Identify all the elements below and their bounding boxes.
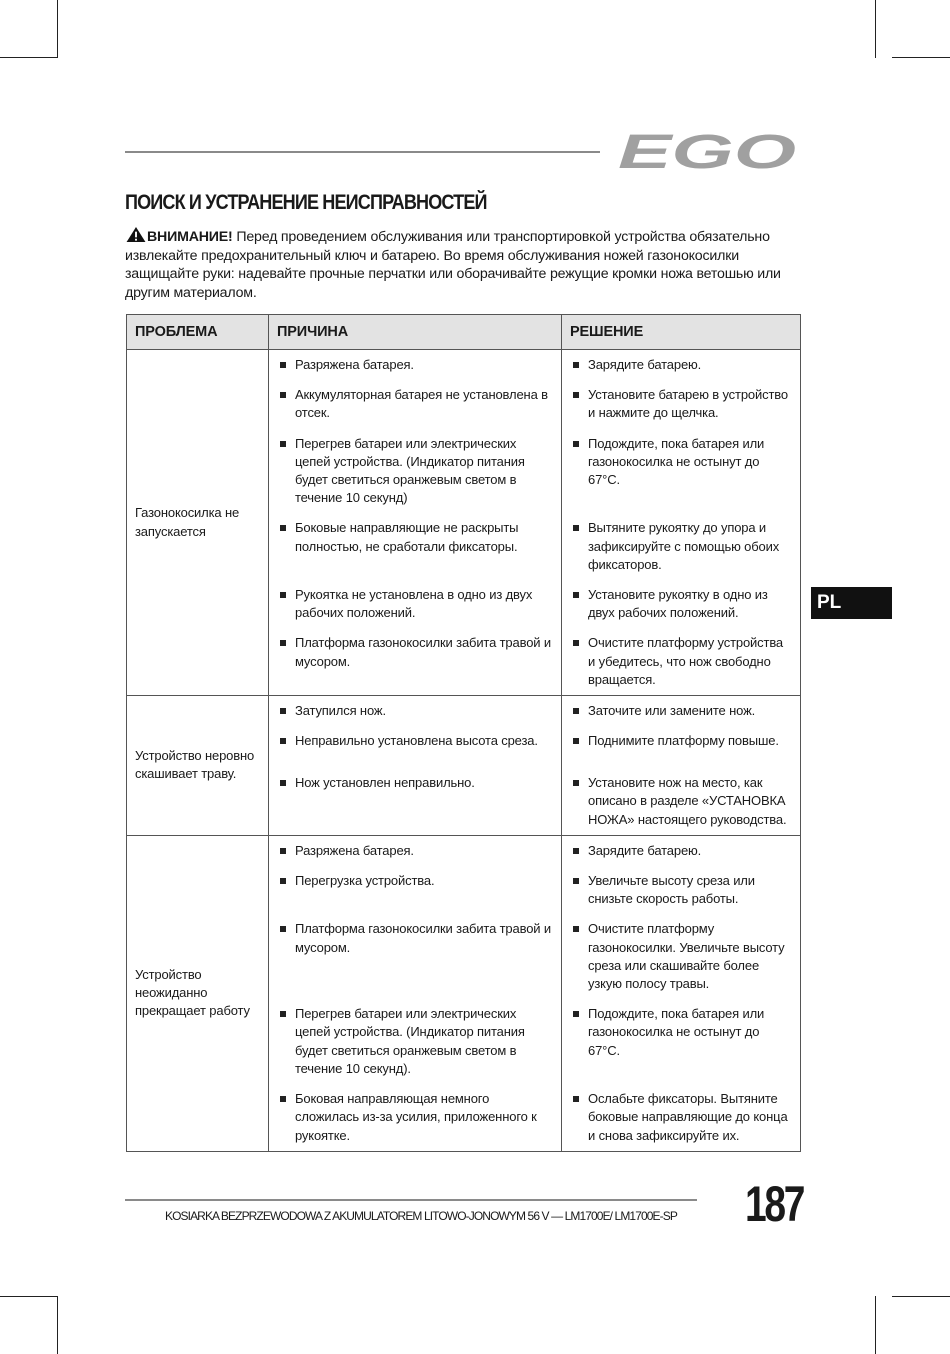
solution-cell: [562, 696, 801, 727]
solution-cell: [562, 999, 801, 1084]
solution-cell: [562, 866, 801, 914]
footer-text: KOSIARKA BEZPRZEWODOWA Z AKUMULATOREM LITOWO-JONOWYM 56 V — LM1700E/ LM1700E-SP: [165, 1209, 677, 1223]
solution-cell: [562, 429, 801, 514]
cause-cell: [269, 866, 562, 914]
solution-cell: [562, 726, 801, 768]
warning-label: ВНИМАНИЕ!: [147, 229, 233, 245]
footer-rule: [125, 1199, 697, 1201]
cause-item: Рукоятка не установлена в одно из двух рабочих положений.: [269, 580, 561, 628]
solution-cell: [562, 580, 801, 628]
cause-item: Затупился нож.: [269, 696, 561, 726]
solution-item: Ослабьте фиксаторы. Вытяните боковые направляющие до конца и снова зафиксируйте их.: [562, 1084, 800, 1151]
solution-cell: [562, 914, 801, 999]
header-rule: [125, 151, 600, 153]
table-row: [127, 350, 801, 381]
crop-mark: [0, 1296, 58, 1297]
solution-item: Очистите платформу устройства и убедитесь, что нож свободно вращается.: [562, 628, 800, 695]
solution-item: Установите батарею в устройство и нажмите до щелчка.: [562, 380, 800, 428]
crop-mark: [892, 1296, 950, 1297]
solution-item: Установите рукоятку в одно из двух рабочих положений.: [562, 580, 800, 628]
solution-cell: [562, 380, 801, 428]
problem-cell: Устройство неожиданно прекращает работу: [127, 835, 269, 1151]
cause-item: Платформа газонокосилки забита травой и мусором.: [269, 628, 561, 676]
solution-item: Заточите или замените нож.: [562, 696, 800, 726]
cause-item: Перегрузка устройства.: [269, 866, 561, 896]
solution-item: Установите нож на место, как описано в разделе «УСТАНОВКА НОЖА» настоящего руководства.: [562, 768, 800, 835]
crop-mark: [875, 0, 876, 58]
cause-cell: [269, 999, 562, 1084]
header-problem: ПРОБЛЕМА: [127, 315, 269, 350]
solution-cell: [562, 835, 801, 866]
cause-item: Неправильно установлена высота среза.: [269, 726, 561, 756]
cause-cell: [269, 513, 562, 580]
solution-item: Зарядите батарею.: [562, 836, 800, 866]
solution-item: Увеличьте высоту среза или снизьте скорость работы.: [562, 866, 800, 914]
table-row: [127, 696, 801, 727]
warning-block: [125, 226, 801, 302]
solution-item: Очистите платформу газонокосилки. Увеличьте высоту среза или скашивайте более узкую полосу травы.: [562, 914, 800, 999]
cause-cell: [269, 580, 562, 628]
crop-mark: [875, 1296, 876, 1354]
cause-item: Платформа газонокосилки забита травой и мусором.: [269, 914, 561, 962]
cause-item: Перегрев батареи или электрических цепей устройства. (Индикатор питания будет светиться оранжевым светом в течение 10 секунд): [269, 429, 561, 514]
page-number: 187: [745, 1176, 804, 1232]
cause-cell: [269, 914, 562, 999]
solution-cell: [562, 628, 801, 695]
cause-cell: [269, 380, 562, 428]
cause-cell: [269, 1084, 562, 1151]
solution-cell: [562, 768, 801, 835]
svg-text:EGO: EGO: [618, 128, 796, 172]
solution-item: Поднимите платформу повыше.: [562, 726, 800, 756]
solution-cell: [562, 350, 801, 381]
problem-cell: Газонокосилка не запускается: [127, 350, 269, 696]
solution-item: Вытяните рукоятку до упора и зафиксируйте с помощью обоих фиксаторов.: [562, 513, 800, 580]
solution-item: Подождите, пока батарея или газонокосилка не остынут до 67°C.: [562, 429, 800, 496]
crop-mark: [57, 1296, 58, 1354]
solution-cell: [562, 1084, 801, 1151]
table-header-row: [127, 315, 801, 350]
cause-cell: [269, 350, 562, 381]
header-solution: РЕШЕНИЕ: [562, 315, 801, 350]
cause-cell: [269, 835, 562, 866]
crop-mark: [0, 57, 58, 58]
solution-cell: [562, 513, 801, 580]
crop-mark: [57, 0, 58, 58]
problem-cell: Устройство неровно скашивает траву.: [127, 696, 269, 836]
solution-item: Подождите, пока батарея или газонокосилка не остынут до 67°C.: [562, 999, 800, 1066]
cause-item: Боковая направляющая немного сложилась из-за усилия, приложенного к рукоятке.: [269, 1084, 561, 1151]
table-row: [127, 835, 801, 866]
cause-item: Боковые направляющие не раскрыты полностью, не сработали фиксаторы.: [269, 513, 561, 561]
cause-item: Перегрев батареи или электрических цепей устройства. (Индикатор питания будет светиться оранжевым светом в течение 10 секунд).: [269, 999, 561, 1084]
cause-cell: [269, 696, 562, 727]
cause-item: Разряжена батарея.: [269, 836, 561, 866]
cause-cell: [269, 628, 562, 695]
header-cause: ПРИЧИНА: [269, 315, 562, 350]
warning-text: Перед проведением обслуживания или транспортировкой устройства обязательно извлекайте предохранительный ключ и батарею. Во время обслуживания ножей газонокосилки защищайте руки: надевайте прочные перчатки или оборачивайте режущие кромки ножа ветошью или другим материалом.: [125, 229, 781, 301]
troubleshooting-table: [126, 314, 801, 1152]
ego-logo: [616, 128, 800, 172]
cause-cell: [269, 726, 562, 768]
cause-item: Нож установлен неправильно.: [269, 768, 561, 798]
cause-cell: [269, 768, 562, 835]
solution-item: Зарядите батарею.: [562, 350, 800, 380]
page-title: ПОИСК И УСТРАНЕНИЕ НЕИСПРАВНОСТЕЙ: [125, 191, 487, 214]
language-tab: PL: [811, 587, 892, 619]
cause-item: Аккумуляторная батарея не установлена в отсек.: [269, 380, 561, 428]
warning-triangle-icon: [125, 226, 147, 243]
cause-item: Разряжена батарея.: [269, 350, 561, 380]
cause-cell: [269, 429, 562, 514]
crop-mark: [892, 57, 950, 58]
